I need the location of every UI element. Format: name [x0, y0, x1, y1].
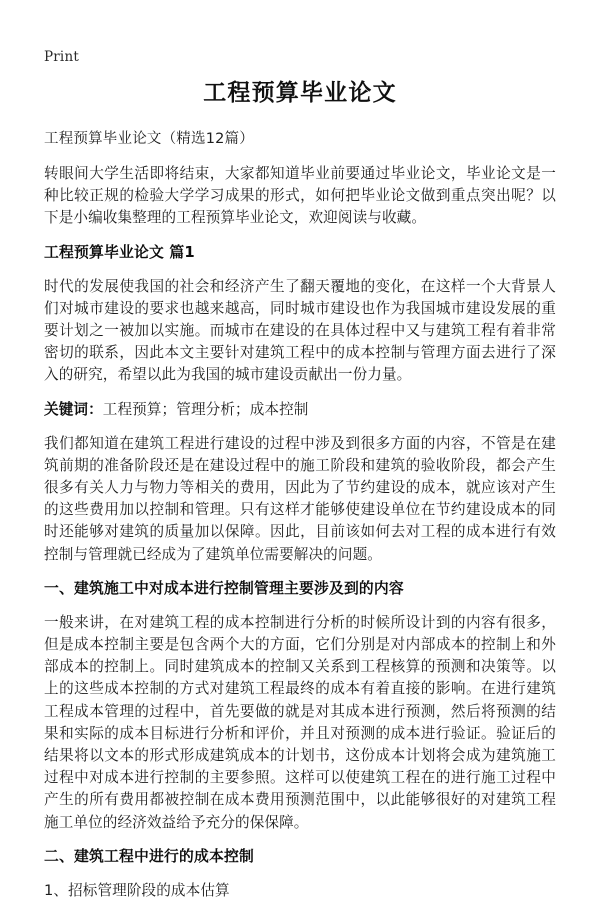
section-1-paragraph: 时代的发展使我国的社会和经济产生了翻天覆地的变化，在这样一个大背景人们对城市建设的要求也越来越高，同时城市建设也作为我国城市建设发展的重要计划之一被加以实施。而城市在建设的在具体过程中又与建筑工程有着非常密切的联系，因此本文主要针对建筑工程中的成本控制与管理方面去进行了深入的研究，希望以此为我国的城市建设贡献出一份力量。 — [44, 277, 556, 384]
section-3-item-1: 1、招标管理阶段的成本估算 — [44, 881, 230, 899]
print-button[interactable]: Print — [44, 49, 79, 65]
section-heading-two: 二、建筑工程中进行的成本控制 — [44, 847, 254, 865]
section-heading-essay-1: 工程预算毕业论文 篇1 — [44, 243, 195, 261]
page-title: 工程预算毕业论文 — [203, 80, 397, 106]
keywords-value: 工程预算；管理分析；成本控制 — [102, 400, 309, 418]
document-subtitle: 工程预算毕业论文（精选12篇） — [44, 131, 254, 147]
keywords-followup-paragraph: 我们都知道在建筑工程进行建设的过程中涉及到很多方面的内容，不管是在建筑前期的准备阶段还是在建设过程中的施工阶段和建筑的验收阶段，都会产生很多有关人力与物力等相关的费用，因此为了节约建设的成本，就应该对产生的这些费用加以控制和管理。只有这样才能够使建设单位在节约建设成本的同时还能够对建筑的质量加以保障。因此，目前该如何去对工程的成本进行有效控制与管理就已经成为了建筑单位需要解决的问题。 — [44, 434, 556, 563]
keywords-label: 关键词： — [44, 400, 103, 418]
section-heading-one: 一、建筑施工中对成本进行控制管理主要涉及到的内容 — [44, 579, 404, 597]
document-content — [44, 78, 556, 914]
section-2-paragraph: 一般来讲，在对建筑工程的成本控制进行分析的时候所设计到的内容有很多，但是成本控制主要是包含两个大的方面，它们分别是对内部成本的控制上和外部成本的控制上。同时建筑成本的控制又关系到工程核算的预测和决策等。以上的这些成本控制的方式对建筑工程最终的成本有着直接的影响。在进行建筑工程成本管理的过程中，首先要做的就是对其成本进行预测，然后将预测的结果和实际的成本目标进行分析和评价，并且对预测的成本进行验证。验证后的结果将以文本的形式形成建筑成本的计划书，这份成本计划将会成为建筑施工过程中对成本进行控制的主要参照。这样可以使建筑工程在的进行施工过程中产生的所有费用都被控制在成本费用预测范围中，以此能够很好的对建筑工程施工单位的经济效益给予充分的保保障。 — [44, 613, 556, 831]
keywords-line — [44, 399, 556, 421]
intro-paragraph: 转眼间大学生活即将结束，大家都知道毕业前要通过毕业论文，毕业论文是一种比较正规的检验大学学习成果的形式，如何把毕业论文做到重点突出呢？以下是小编收集整理的工程预算毕业论文，欢迎阅读与收藏。 — [44, 165, 556, 227]
